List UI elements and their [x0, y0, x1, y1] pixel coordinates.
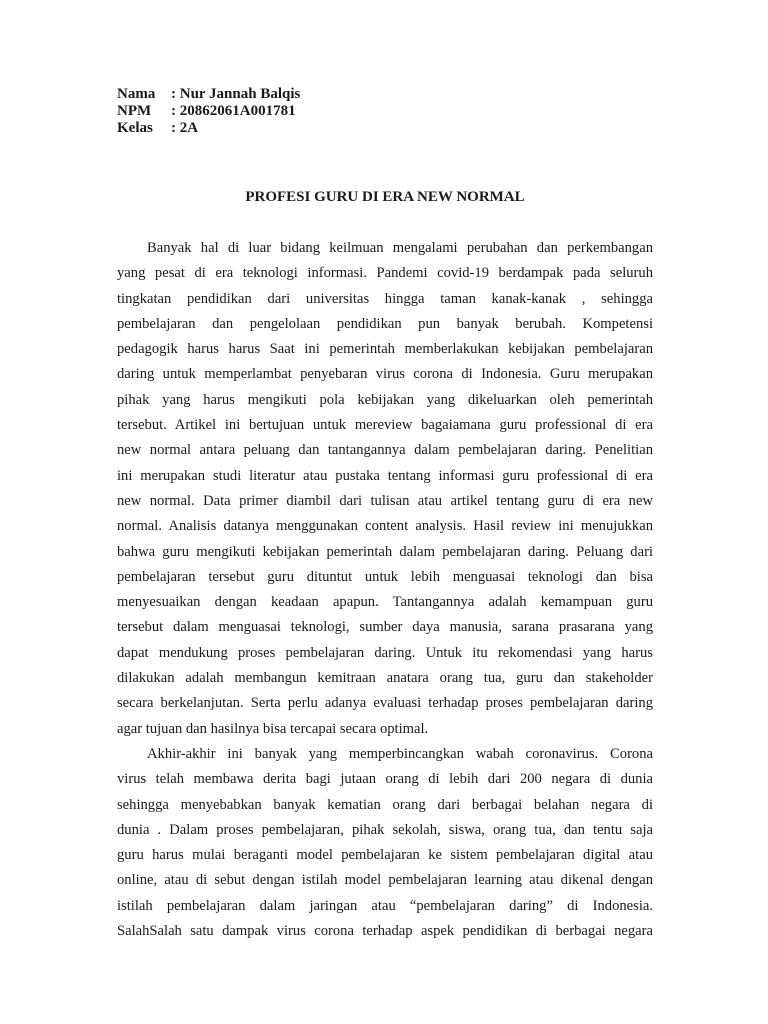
paragraph-line: pembelajaran dan pengelolaan pendidikan pun banyak berubah. Kompetensi [117, 315, 653, 332]
paragraph-line: Banyak hal di luar bidang keilmuan mengalami perubahan dan perkembangan [147, 240, 653, 256]
document-title: PROFESI GURU DI ERA NEW NORMAL [245, 189, 525, 205]
paragraph-line: istilah pembelajaran dalam jaringan atau “pembelajaran daring” di Indonesia. [117, 897, 653, 914]
student-identity-block [117, 86, 300, 137]
paragraph-line: bahwa guru mengikuti kebijakan pemerintah dalam pembelajaran daring. Peluang dari [117, 543, 653, 560]
paragraph-line: agar tujuan dan hasilnya bisa tercapai secara optimal. [117, 720, 429, 737]
paragraph-line: SalahSalah satu dampak virus corona terhadap aspek pendidikan di berbagai negara [117, 923, 653, 940]
identity-row-class [117, 120, 300, 137]
paragraph-line: dapat mendukung proses pembelajaran daring. Untuk itu rekomendasi yang harus [117, 644, 653, 661]
paragraph-line: ini merupakan studi literatur atau pustaka tentang informasi guru professional di era [117, 467, 653, 484]
identity-row-npm [117, 103, 300, 120]
paragraph-line: daring untuk memperlambat penyebaran virus corona di Indonesia. Guru merupakan [117, 366, 653, 383]
paragraph-line: secara berkelanjutan. Serta perlu adanya evaluasi terhadap proses pembelajaran daring [117, 695, 653, 712]
paragraph-line: tersebut dalam menguasai teknologi, sumber daya manusia, sarana prasarana yang [117, 619, 653, 636]
paragraph-line: tersebut. Artikel ini bertujuan untuk mereview bagaiamana guru professional di era [117, 417, 653, 434]
paragraph-line: guru harus mulai beraganti model pembelajaran ke sistem pembelajaran digital atau [117, 847, 653, 864]
paragraph-line: tingkatan pendidikan dari universitas hingga taman kanak-kanak , sehingga [117, 290, 653, 307]
paragraph-line: online, atau di sebut dengan istilah model pembelajaran learning atau dikenal dengan [117, 872, 653, 889]
paragraph-line: Akhir-akhir ini banyak yang memperbincangkan wabah coronavirus. Corona [147, 745, 653, 762]
paragraph-1 [117, 236, 653, 742]
paragraph-2 [117, 742, 653, 944]
identity-label: Kelas [117, 120, 153, 136]
paragraph-line: new normal antara peluang dan tantangannya dalam pembelajaran daring. Penelitian [117, 442, 653, 459]
paragraph-line: menyesuaikan dengan keadaan apapun. Tantangannya adalah kemampuan guru [117, 594, 653, 611]
paragraph-line: pihak yang harus mengikuti pola kebijakan yang dikeluarkan oleh pemerintah [117, 391, 653, 408]
paragraph-line: virus telah membawa derita bagi jutaan orang di lebih dari 200 negara di dunia [117, 771, 653, 788]
paragraph-line: new normal. Data primer diambil dari tulisan atau artikel tentang guru di era new [117, 492, 653, 509]
identity-label: Nama [117, 86, 156, 102]
document-body [117, 236, 653, 944]
identity-value: : 2A [171, 120, 199, 136]
paragraph-line: pembelajaran tersebut guru dituntut untuk lebih menguasai teknologi dan bisa [117, 568, 653, 585]
paragraph-line: sehingga menyebabkan banyak kematian orang dari berbagai belahan negara di [117, 796, 653, 813]
paragraph-line: normal. Analisis datanya menggunakan content analysis. Hasil review ini menujukkan [117, 518, 653, 535]
paragraph-line: dunia . Dalam proses pembelajaran, pihak sekolah, siswa, orang tua, dan tentu saja [117, 821, 653, 838]
identity-value: : 20862061A001781 [171, 103, 296, 119]
paragraph-line: yang pesat di era teknologi informasi. Pandemi covid-19 berdampak pada seluruh [117, 265, 653, 282]
paragraph-line: pedagogik harus harus Saat ini pemerintah memberlakukan kebijakan pembelajaran [117, 341, 653, 358]
paragraph-line: dilakukan adalah membangun kemitraan anatara orang tua, guru dan stakeholder [117, 670, 653, 687]
identity-value: : Nur Jannah Balqis [171, 86, 301, 102]
identity-label: NPM [117, 103, 152, 119]
identity-row-name [117, 86, 300, 103]
